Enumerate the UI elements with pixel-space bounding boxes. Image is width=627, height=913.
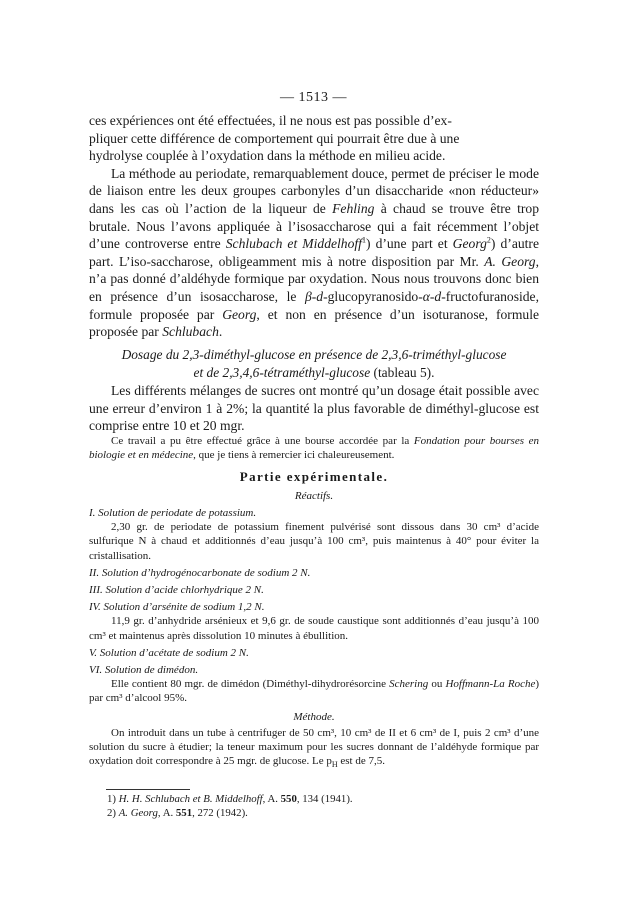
paragraph-line: hydrolyse couplée à l’oxydation dans la méthode en milieu acide. <box>89 148 446 164</box>
method-text: On introduit dans un tube à centrifuger de 50 cm³, 10 cm³ de II et 6 cm³ de I, puis 2 cm³ d’une solution du sucre à étudier; la teneur maximum pour les sucres donnant de l’aldéhyde formique par oxydation doit correspondre à 25 mgr. de glucose. Le $p_H$ est de 7,5. <box>89 727 539 770</box>
method-paragraph <box>89 726 539 769</box>
reagent-label: III. Solution d’acide chlorhydrique 2 N. <box>89 584 264 597</box>
acknowledgement-note <box>89 434 539 462</box>
section-heading-dosage <box>89 346 539 381</box>
footnote-rule <box>106 789 190 790</box>
note-text: Ce travail a pu être effectué grâce à une bourse accordée par la Fondation pour bourses en biologie et en médecine, que je tiens à remercier ici chaleureusement. <box>89 435 539 461</box>
section-title-experimental: Partie expérimentale. <box>239 469 389 484</box>
footnotes <box>89 792 539 820</box>
reagent-label: IV. Solution d’arsénite de sodium 1,2 N. <box>89 601 265 614</box>
subsection-title-methode: Méthode. <box>293 711 335 723</box>
reagent-description: 2,30 gr. de periodate de potassium finement pulvérisé sont dissous dans 30 cm³ d’acide sulfurique N à chaud et additionnés d’eau jusqu’à 100 cm³, puis maintenus à 40° pour éviter la cristallisation. <box>89 521 539 562</box>
reagent-label: I. Solution de periodate de potassium. <box>89 507 257 519</box>
heading-line: et de 2,3,4,6-tétraméthyl-glucose (tableau 5). <box>193 364 435 380</box>
subsection-title-reactifs: Réactifs. <box>294 490 334 502</box>
paragraph-line: ces expériences ont été effectuées, il ne nous est pas possible d’ex- <box>89 113 452 128</box>
reagent-list <box>89 506 539 706</box>
reagent-description: Elle contient 80 mgr. de dimédon (Diméthyl-dihydrorésorcine Schering ou Hoffmann-La Roche) par cm³ d’alcool 95%. <box>89 678 540 705</box>
heading-line: Dosage du 2,3-diméthyl-glucose en présence de 2,3,6-triméthyl-glucose <box>121 347 507 362</box>
reagent-label: II. Solution d’hydrogénocarbonate de sodium 2 N. <box>89 566 311 579</box>
reagent-description: 11,9 gr. d’anhydride arsénieux et 9,6 gr. de soude caustique sont additionnés d’eau jusqu’à 100 cm³ et maintenus après dissolution 10 minutes à ébullition. <box>89 615 539 642</box>
paragraph-periodate-method: La méthode au periodate, remarquablement douce, permet de préciser le mode de liaison entre les deux groupes carbonyles d’un disaccharide «non réducteur» dans les cas où l’action de la liqueur de Fehling à chaud se trouve être trop brutale. Nous l’avons appliquée à l’isosaccharose qui a fait récemment l’objet d’une controverse entre Schlubach et Middelhoff$^1$) d’une part et Georg$^2$) d’autre part. L’iso-saccharose, obligeamment mis à notre disposition par Mr. A. Georg, n’a pas donné d’aldéhyde formique par oxydation. Nous nous trouvons donc bien en présence d’un isosaccharose, le β-d-glucopyranosido-α-d-fructofuranoside, formule proposée par Georg, et non en présence d’un isoturanose, formule proposée par Schlubach. <box>89 165 540 340</box>
reagent-label: VI. Solution de dimédon. <box>89 664 199 677</box>
paragraph-results <box>89 382 539 435</box>
page-number: — 1513 — <box>280 90 347 105</box>
footnote: 1) H. H. Schlubach et B. Middelhoff, A. 550, 134 (1941). <box>107 793 353 805</box>
reagent-label: V. Solution d’acétate de sodium 2 N. <box>89 646 249 659</box>
body-paragraphs <box>89 112 539 341</box>
footnote: 2) A. Georg, A. 551, 272 (1942). <box>107 807 248 819</box>
paragraph-line: pliquer cette différence de comportement qui pourrait être due à une <box>89 130 460 146</box>
paragraph-text: Les différents mélanges de sucres ont montré qu’un dosage était possible avec une erreur d’environ 1 à 2%; la quantité la plus favorable de diméthyl-glucose est comprise entre 10 et 20 mgr. <box>89 383 539 434</box>
